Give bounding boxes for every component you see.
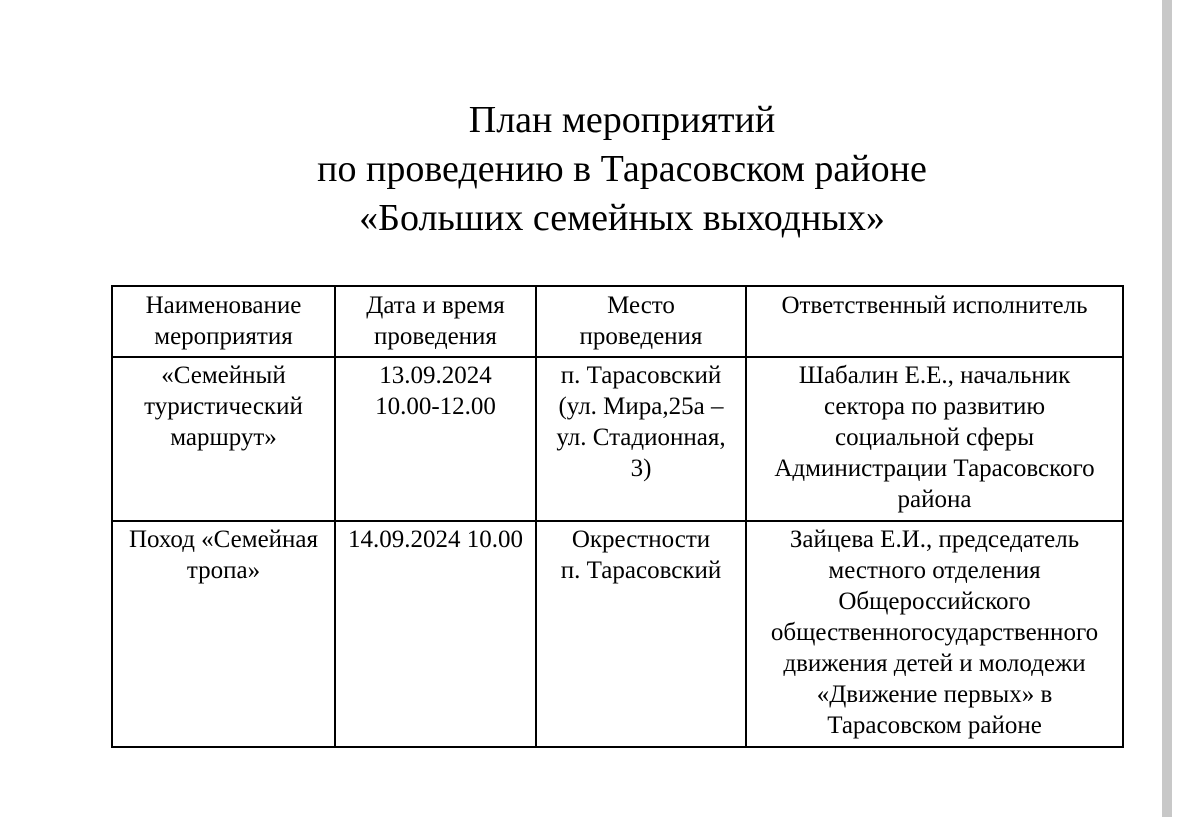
events-table	[111, 285, 1124, 748]
cell-event-name: Поход «Семейная тропа»	[112, 521, 335, 747]
cell-date-time: 13.09.2024 10.00-12.00	[335, 357, 536, 521]
header-date-time: Дата и время проведения	[335, 286, 536, 357]
cell-place: Окрестности п. Тарасовский	[536, 521, 746, 747]
cell-event-name: «Семейный туристический маршрут»	[112, 357, 335, 521]
table-header-row	[112, 286, 1123, 357]
vertical-scrollbar[interactable]	[1162, 0, 1172, 817]
cell-date-time: 14.09.2024 10.00	[335, 521, 536, 747]
header-place: Место проведения	[536, 286, 746, 357]
header-event-name: Наименование мероприятия	[112, 286, 335, 357]
document-title	[0, 96, 1179, 243]
cell-responsible: Шабалин Е.Е., начальник сектора по развитию социальной сферы Администрации Тарасовского района	[746, 357, 1123, 521]
table-row	[112, 521, 1123, 747]
cell-responsible: Зайцева Е.И., председатель местного отделения Общероссийского общественногосударственного движения детей и молодежи «Движение первых» в Тарасовском районе	[746, 521, 1123, 747]
cell-place: п. Тарасовский (ул. Мира,25а – ул. Стадионная, 3)	[536, 357, 746, 521]
title-line-2: по проведению в Тарасовском районе	[317, 148, 927, 190]
header-responsible: Ответственный исполнитель	[746, 286, 1123, 357]
title-line-3: «Больших семейных выходных»	[359, 197, 885, 239]
table-row	[112, 357, 1123, 521]
title-line-1: План мероприятий	[468, 99, 776, 141]
